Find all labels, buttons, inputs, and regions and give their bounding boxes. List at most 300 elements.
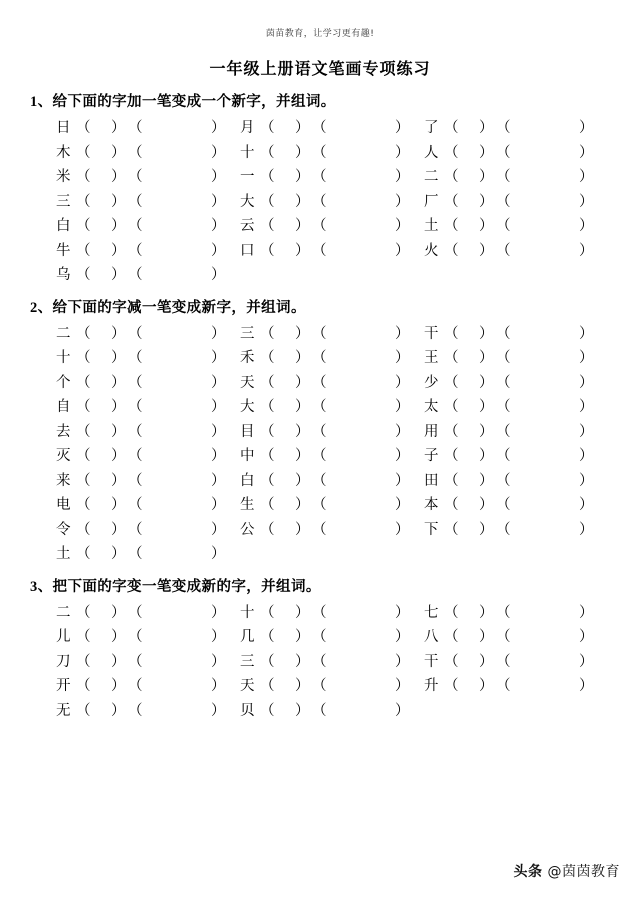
left-paren: （ — [260, 629, 275, 645]
exercise-row — [56, 263, 620, 288]
answer-blank-character[interactable] — [76, 674, 126, 699]
answer-blank-character[interactable] — [260, 518, 310, 543]
left-paren: （ — [444, 399, 459, 415]
prompt-character: 本 — [424, 497, 439, 513]
left-paren: （ — [76, 144, 91, 161]
left-paren: （ — [76, 497, 91, 513]
answer-blank-character[interactable] — [76, 214, 126, 239]
left-paren: （ — [312, 374, 327, 391]
left-paren: （ — [260, 399, 275, 415]
right-paren: ） — [111, 218, 126, 234]
right-paren: ） — [111, 374, 126, 391]
answer-blank-word[interactable] — [312, 674, 410, 699]
exercise-row — [56, 542, 620, 567]
right-paren: ） — [395, 521, 410, 538]
exercise-cell — [56, 239, 226, 264]
prompt-character: 十 — [240, 604, 255, 621]
right-paren: ） — [479, 521, 494, 538]
exercise-cell — [240, 469, 410, 494]
answer-blank-character[interactable] — [76, 190, 126, 215]
answer-blank-character[interactable] — [76, 699, 126, 724]
prompt-character: 刀 — [56, 653, 71, 670]
right-paren: ） — [211, 448, 226, 464]
left-paren: （ — [444, 448, 459, 464]
answer-blank-word[interactable] — [312, 420, 410, 445]
prompt-character: 王 — [424, 350, 439, 366]
answer-blank-word[interactable] — [312, 444, 410, 469]
prompt-character: 一 — [240, 169, 255, 185]
left-paren: （ — [444, 218, 459, 234]
right-paren: ） — [579, 374, 594, 391]
answer-blank-word[interactable] — [496, 141, 594, 166]
right-paren: ） — [111, 144, 126, 161]
left-paren: （ — [496, 218, 511, 234]
answer-blank-word[interactable] — [128, 190, 226, 215]
left-paren: （ — [444, 521, 459, 538]
right-paren: ） — [211, 678, 226, 694]
right-paren: ） — [211, 653, 226, 670]
prompt-character: 自 — [56, 399, 71, 415]
right-paren: ） — [211, 472, 226, 489]
section-rows — [56, 116, 620, 288]
left-paren: （ — [496, 629, 511, 645]
prompt-character: 灭 — [56, 448, 71, 464]
left-paren: （ — [128, 374, 143, 391]
answer-blank-character[interactable] — [76, 493, 126, 518]
answer-blank-character[interactable] — [444, 674, 494, 699]
answer-blank-word[interactable] — [496, 650, 594, 675]
exercise-cell — [424, 165, 594, 190]
answer-blank-word[interactable] — [312, 190, 410, 215]
right-paren: ） — [579, 193, 594, 210]
left-paren: （ — [312, 350, 327, 366]
answer-blank-word[interactable] — [128, 601, 226, 626]
answer-blank-character[interactable] — [76, 444, 126, 469]
answer-blank-character[interactable] — [76, 650, 126, 675]
answer-blank-character[interactable] — [260, 116, 310, 141]
answer-blank-character[interactable] — [260, 699, 310, 724]
answer-blank-character[interactable] — [76, 371, 126, 396]
right-paren: ） — [395, 678, 410, 694]
right-paren: ） — [479, 169, 494, 185]
exercise-cell — [424, 371, 594, 396]
right-paren: ） — [395, 399, 410, 415]
right-paren: ） — [479, 653, 494, 670]
answer-blank-word[interactable] — [312, 116, 410, 141]
answer-blank-character[interactable] — [444, 165, 494, 190]
answer-blank-character[interactable] — [260, 469, 310, 494]
left-paren: （ — [128, 399, 143, 415]
answer-blank-word[interactable] — [496, 322, 594, 347]
answer-blank-character[interactable] — [76, 165, 126, 190]
answer-blank-word[interactable] — [312, 625, 410, 650]
right-paren: ） — [479, 629, 494, 645]
left-paren: （ — [496, 521, 511, 538]
answer-blank-character[interactable] — [444, 493, 494, 518]
answer-blank-character[interactable] — [260, 625, 310, 650]
prompt-character: 二 — [424, 169, 439, 185]
exercise-cell — [56, 518, 226, 543]
left-paren: （ — [76, 193, 91, 210]
exercise-cell — [56, 699, 226, 724]
left-paren: （ — [496, 242, 511, 259]
answer-blank-word[interactable] — [312, 214, 410, 239]
footer-platform-label: 头条 — [513, 864, 543, 880]
answer-blank-word[interactable] — [496, 371, 594, 396]
right-paren: ） — [211, 702, 226, 719]
right-paren: ） — [295, 374, 310, 391]
right-paren: ） — [479, 423, 494, 440]
right-paren: ） — [211, 120, 226, 136]
right-paren: ） — [111, 193, 126, 210]
prompt-character: 田 — [424, 472, 439, 489]
left-paren: （ — [76, 678, 91, 694]
prompt-character: 天 — [240, 678, 255, 694]
right-paren: ） — [295, 604, 310, 621]
right-paren: ） — [295, 144, 310, 161]
answer-blank-character[interactable] — [76, 542, 126, 567]
left-paren: （ — [128, 629, 143, 645]
left-paren: （ — [444, 374, 459, 391]
left-paren: （ — [76, 218, 91, 234]
answer-blank-word[interactable] — [312, 346, 410, 371]
left-paren: （ — [444, 169, 459, 185]
left-paren: （ — [444, 242, 459, 259]
answer-blank-character[interactable] — [260, 444, 310, 469]
left-paren: （ — [312, 218, 327, 234]
answer-blank-character[interactable] — [76, 518, 126, 543]
prompt-character: 人 — [424, 144, 439, 161]
answer-blank-word[interactable] — [128, 346, 226, 371]
exercise-cell — [56, 322, 226, 347]
right-paren: ） — [579, 521, 594, 538]
left-paren: （ — [312, 399, 327, 415]
answer-blank-character[interactable] — [444, 239, 494, 264]
answer-blank-word[interactable] — [312, 601, 410, 626]
exercise-cell — [424, 650, 594, 675]
right-paren: ） — [579, 678, 594, 694]
answer-blank-word[interactable] — [128, 542, 226, 567]
answer-blank-character[interactable] — [260, 601, 310, 626]
right-paren: ） — [211, 242, 226, 259]
answer-blank-character[interactable] — [260, 420, 310, 445]
right-paren: ） — [579, 325, 594, 342]
left-paren: （ — [444, 653, 459, 670]
exercise-cell — [56, 214, 226, 239]
exercise-cell — [240, 625, 410, 650]
left-paren: （ — [444, 497, 459, 513]
prompt-character: 下 — [424, 521, 439, 538]
exercise-cell — [56, 469, 226, 494]
answer-blank-character[interactable] — [260, 371, 310, 396]
prompt-character: 儿 — [56, 629, 71, 645]
answer-blank-word[interactable] — [128, 395, 226, 420]
exercise-cell — [424, 116, 594, 141]
answer-blank-character[interactable] — [444, 518, 494, 543]
answer-blank-word[interactable] — [312, 395, 410, 420]
answer-blank-character[interactable] — [260, 650, 310, 675]
left-paren: （ — [128, 423, 143, 440]
answer-blank-character[interactable] — [444, 141, 494, 166]
answer-blank-word[interactable] — [496, 518, 594, 543]
answer-blank-character[interactable] — [260, 239, 310, 264]
answer-blank-word[interactable] — [128, 493, 226, 518]
prompt-character: 厂 — [424, 193, 439, 210]
answer-blank-word[interactable] — [128, 371, 226, 396]
answer-blank-word[interactable] — [496, 625, 594, 650]
left-paren: （ — [128, 242, 143, 259]
answer-blank-character[interactable] — [444, 601, 494, 626]
right-paren: ） — [211, 423, 226, 440]
answer-blank-word[interactable] — [128, 116, 226, 141]
left-paren: （ — [76, 325, 91, 342]
left-paren: （ — [496, 350, 511, 366]
answer-blank-character[interactable] — [444, 346, 494, 371]
answer-blank-character[interactable] — [260, 322, 310, 347]
left-paren: （ — [128, 193, 143, 210]
prompt-character: 月 — [240, 120, 255, 136]
header-brand-line: 茵苗教育，让学习更有趣! — [265, 29, 375, 39]
answer-blank-character[interactable] — [444, 469, 494, 494]
right-paren: ） — [295, 120, 310, 136]
right-paren: ） — [295, 242, 310, 259]
exercise-row — [56, 420, 620, 445]
exercise-cell — [240, 699, 410, 724]
answer-blank-word[interactable] — [128, 165, 226, 190]
exercise-cell — [424, 469, 594, 494]
prompt-character: 云 — [240, 218, 255, 234]
answer-blank-character[interactable] — [444, 371, 494, 396]
right-paren: ） — [211, 325, 226, 342]
answer-blank-character[interactable] — [444, 322, 494, 347]
left-paren: （ — [128, 546, 143, 562]
answer-blank-word[interactable] — [496, 116, 594, 141]
right-paren: ） — [111, 423, 126, 440]
right-paren: ） — [395, 702, 410, 719]
answer-blank-character[interactable] — [444, 444, 494, 469]
answer-blank-character[interactable] — [76, 625, 126, 650]
left-paren: （ — [312, 325, 327, 342]
answer-blank-word[interactable] — [312, 469, 410, 494]
right-paren: ） — [295, 702, 310, 719]
answer-blank-character[interactable] — [260, 346, 310, 371]
left-paren: （ — [128, 702, 143, 719]
answer-blank-character[interactable] — [260, 214, 310, 239]
section-heading: 2、给下面的字减一笔变成新字，并组词。 — [30, 299, 306, 316]
prompt-character: 十 — [240, 144, 255, 161]
answer-blank-word[interactable] — [312, 371, 410, 396]
answer-blank-character[interactable] — [444, 625, 494, 650]
right-paren: ） — [579, 144, 594, 161]
prompt-character: 用 — [424, 423, 439, 440]
left-paren: （ — [76, 604, 91, 621]
prompt-character: 火 — [424, 242, 439, 259]
exercise-cell — [240, 322, 410, 347]
left-paren: （ — [312, 120, 327, 136]
answer-blank-character[interactable] — [76, 346, 126, 371]
exercise-cell — [56, 420, 226, 445]
answer-blank-character[interactable] — [260, 165, 310, 190]
answer-blank-word[interactable] — [128, 141, 226, 166]
left-paren: （ — [260, 678, 275, 694]
left-paren: （ — [312, 497, 327, 513]
answer-blank-character[interactable] — [444, 420, 494, 445]
answer-blank-character[interactable] — [76, 469, 126, 494]
exercise-row — [56, 165, 620, 190]
left-paren: （ — [76, 350, 91, 366]
right-paren: ） — [211, 521, 226, 538]
answer-blank-word[interactable] — [128, 469, 226, 494]
answer-blank-word[interactable] — [312, 493, 410, 518]
answer-blank-character[interactable] — [76, 263, 126, 288]
left-paren: （ — [76, 399, 91, 415]
right-paren: ） — [211, 218, 226, 234]
left-paren: （ — [128, 218, 143, 234]
left-paren: （ — [260, 242, 275, 259]
right-paren: ） — [295, 678, 310, 694]
answer-blank-word[interactable] — [312, 699, 410, 724]
right-paren: ） — [211, 497, 226, 513]
answer-blank-word[interactable] — [312, 165, 410, 190]
right-paren: ） — [479, 497, 494, 513]
left-paren: （ — [444, 325, 459, 342]
answer-blank-word[interactable] — [312, 518, 410, 543]
answer-blank-character[interactable] — [76, 420, 126, 445]
left-paren: （ — [260, 472, 275, 489]
right-paren: ） — [395, 325, 410, 342]
answer-blank-word[interactable] — [496, 190, 594, 215]
answer-blank-character[interactable] — [260, 190, 310, 215]
exercise-cell — [56, 141, 226, 166]
answer-blank-word[interactable] — [128, 518, 226, 543]
answer-blank-character[interactable] — [76, 239, 126, 264]
prompt-character: 八 — [424, 629, 439, 645]
answer-blank-character[interactable] — [260, 674, 310, 699]
answer-blank-character[interactable] — [444, 190, 494, 215]
answer-blank-word[interactable] — [496, 165, 594, 190]
right-paren: ） — [579, 448, 594, 464]
answer-blank-word[interactable] — [312, 239, 410, 264]
answer-blank-word[interactable] — [496, 444, 594, 469]
left-paren: （ — [496, 399, 511, 415]
left-paren: （ — [76, 448, 91, 464]
answer-blank-character[interactable] — [76, 395, 126, 420]
exercise-cell — [424, 322, 594, 347]
worksheet-content — [30, 82, 620, 723]
answer-blank-word[interactable] — [128, 322, 226, 347]
exercise-cell — [56, 346, 226, 371]
answer-blank-word[interactable] — [128, 239, 226, 264]
left-paren: （ — [260, 374, 275, 391]
prompt-character: 十 — [56, 350, 71, 366]
right-paren: ） — [295, 325, 310, 342]
answer-blank-word[interactable] — [496, 395, 594, 420]
answer-blank-word[interactable] — [312, 141, 410, 166]
right-paren: ） — [479, 604, 494, 621]
left-paren: （ — [76, 472, 91, 489]
answer-blank-word[interactable] — [496, 674, 594, 699]
prompt-character: 天 — [240, 374, 255, 391]
right-paren: ） — [295, 399, 310, 415]
left-paren: （ — [76, 546, 91, 562]
answer-blank-word[interactable] — [496, 469, 594, 494]
right-paren: ） — [579, 399, 594, 415]
left-paren: （ — [312, 678, 327, 694]
left-paren: （ — [444, 423, 459, 440]
right-paren: ） — [395, 218, 410, 234]
answer-blank-character[interactable] — [444, 395, 494, 420]
answer-blank-character[interactable] — [260, 493, 310, 518]
prompt-character: 了 — [424, 120, 439, 136]
answer-blank-character[interactable] — [444, 214, 494, 239]
answer-blank-word[interactable] — [496, 239, 594, 264]
answer-blank-word[interactable] — [128, 214, 226, 239]
answer-blank-character[interactable] — [260, 395, 310, 420]
answer-blank-word[interactable] — [312, 650, 410, 675]
prompt-character: 公 — [240, 521, 255, 538]
answer-blank-character[interactable] — [260, 141, 310, 166]
answer-blank-word[interactable] — [496, 346, 594, 371]
right-paren: ） — [295, 472, 310, 489]
exercise-row — [56, 625, 620, 650]
answer-blank-word[interactable] — [496, 214, 594, 239]
right-paren: ） — [395, 653, 410, 670]
answer-blank-word[interactable] — [312, 322, 410, 347]
exercise-row — [56, 518, 620, 543]
answer-blank-word[interactable] — [128, 625, 226, 650]
section-heading: 1、给下面的字加一笔变成一个新字，并组词。 — [30, 94, 336, 110]
left-paren: （ — [312, 653, 327, 670]
left-paren: （ — [76, 169, 91, 185]
answer-blank-word[interactable] — [128, 263, 226, 288]
answer-blank-word[interactable] — [128, 650, 226, 675]
exercise-row — [56, 469, 620, 494]
answer-blank-character[interactable] — [76, 322, 126, 347]
exercise-row — [56, 346, 620, 371]
prompt-character: 木 — [56, 144, 71, 161]
exercise-cell — [240, 444, 410, 469]
left-paren: （ — [76, 267, 91, 283]
exercise-cell — [240, 239, 410, 264]
answer-blank-character[interactable] — [444, 116, 494, 141]
answer-blank-word[interactable] — [128, 420, 226, 445]
answer-blank-character[interactable] — [76, 116, 126, 141]
left-paren: （ — [496, 325, 511, 342]
answer-blank-character[interactable] — [444, 650, 494, 675]
answer-blank-character[interactable] — [76, 141, 126, 166]
right-paren: ） — [295, 193, 310, 210]
exercise-row — [56, 650, 620, 675]
left-paren: （ — [260, 653, 275, 670]
left-paren: （ — [128, 120, 143, 136]
answer-blank-word[interactable] — [496, 420, 594, 445]
right-paren: ） — [395, 169, 410, 185]
prompt-character: 米 — [56, 169, 71, 185]
prompt-character: 三 — [240, 325, 255, 342]
prompt-character: 二 — [56, 604, 71, 621]
answer-blank-word[interactable] — [496, 601, 594, 626]
answer-blank-character[interactable] — [76, 601, 126, 626]
answer-blank-word[interactable] — [496, 493, 594, 518]
answer-blank-word[interactable] — [128, 699, 226, 724]
answer-blank-word[interactable] — [128, 444, 226, 469]
answer-blank-word[interactable] — [128, 674, 226, 699]
left-paren: （ — [444, 144, 459, 161]
right-paren: ） — [211, 169, 226, 185]
left-paren: （ — [496, 144, 511, 161]
left-paren: （ — [444, 193, 459, 210]
right-paren: ） — [479, 678, 494, 694]
